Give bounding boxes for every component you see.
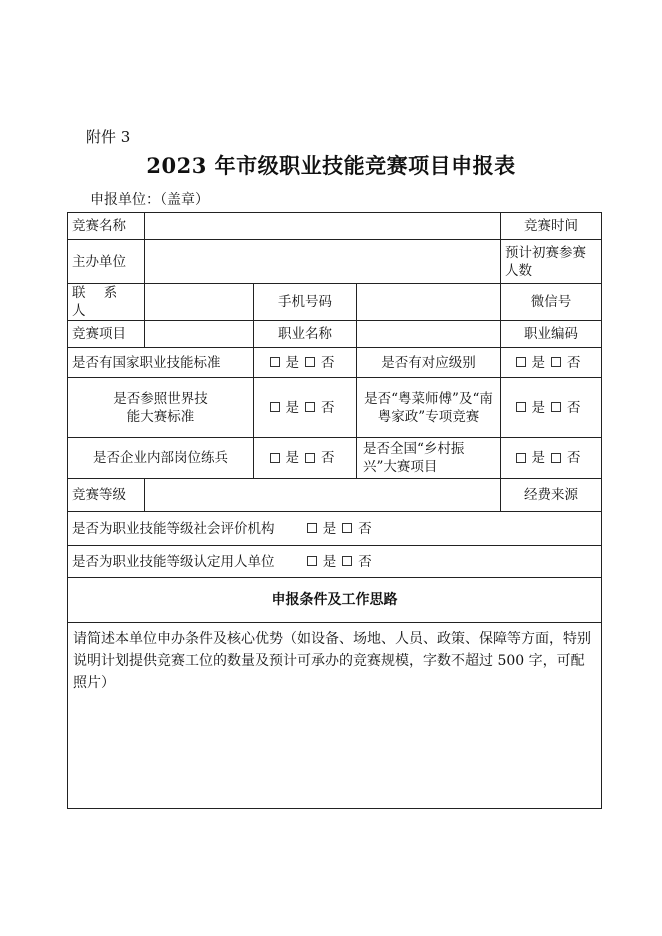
social-evaluation-row <box>68 512 602 546</box>
form-title: 2023 年市级职业技能竞赛项目申报表 <box>146 153 516 178</box>
occupation-name-field[interactable] <box>357 321 501 348</box>
phone-label: 手机号码 <box>254 284 357 321</box>
applicant-unit-label: 申报单位：（盖章） <box>90 192 209 208</box>
world-skills-options[interactable]: 是 否 <box>254 378 357 438</box>
organizer-field[interactable] <box>145 240 501 284</box>
attachment-label: 附件 3 <box>86 128 131 146</box>
occupation-code-label: 职业编码 <box>501 321 602 348</box>
competition-time-label: 竞赛时间 <box>501 213 602 240</box>
checkbox-icon[interactable] <box>516 453 526 463</box>
national-standard-options[interactable]: 是 否 <box>254 348 357 378</box>
checkbox-icon[interactable] <box>551 453 561 463</box>
rural-revival-options[interactable]: 是 否 <box>501 438 602 479</box>
checkbox-icon[interactable] <box>305 402 315 412</box>
checkbox-icon[interactable] <box>270 357 280 367</box>
enterprise-training-options[interactable]: 是 否 <box>254 438 357 479</box>
checkbox-icon[interactable] <box>516 402 526 412</box>
competition-name-label: 竞赛名称 <box>68 213 145 240</box>
checkbox-icon[interactable] <box>551 357 561 367</box>
application-form-table <box>67 212 602 809</box>
competition-level-label: 竞赛等级 <box>68 479 145 512</box>
checkbox-icon[interactable] <box>307 523 317 533</box>
contact-field[interactable] <box>145 284 254 321</box>
expected-participants-label: 预计初赛参赛人数 <box>501 240 602 284</box>
checkbox-icon[interactable] <box>342 556 352 566</box>
wechat-label: 微信号 <box>501 284 602 321</box>
social-evaluation-label: 是否为职业技能等级社会评价机构 <box>72 520 275 537</box>
cantonese-project-options[interactable]: 是 否 <box>501 378 602 438</box>
checkbox-icon[interactable] <box>305 357 315 367</box>
checkbox-icon[interactable] <box>551 402 561 412</box>
rural-revival-label: 是否全国“乡村振兴”大赛项目 <box>357 438 501 479</box>
checkbox-icon[interactable] <box>516 357 526 367</box>
certified-employer-options[interactable]: 是 否 <box>307 554 378 570</box>
enterprise-training-label: 是否企业内部岗位练兵 <box>68 438 254 479</box>
world-skills-label: 是否参照世界技能大赛标准 <box>68 378 254 438</box>
organizer-label: 主办单位 <box>68 240 145 284</box>
competition-level-field[interactable] <box>145 479 501 512</box>
certified-employer-label: 是否为职业技能等级认定用人单位 <box>72 553 275 570</box>
contact-label: 联 系 人 <box>68 284 145 321</box>
certified-employer-row <box>68 546 602 578</box>
corresponding-level-label: 是否有对应级别 <box>357 348 501 378</box>
phone-field[interactable] <box>357 284 501 321</box>
checkbox-icon[interactable] <box>270 402 280 412</box>
competition-item-label: 竞赛项目 <box>68 321 145 348</box>
funding-source-label: 经费来源 <box>501 479 602 512</box>
cantonese-project-label: 是否“粤菜师傅”及“南粤家政”专项竞赛 <box>357 378 501 438</box>
competition-name-field[interactable] <box>145 213 501 240</box>
section-title: 申报条件及工作思路 <box>68 578 602 623</box>
occupation-name-label: 职业名称 <box>254 321 357 348</box>
checkbox-icon[interactable] <box>307 556 317 566</box>
competition-item-field[interactable] <box>145 321 254 348</box>
checkbox-icon[interactable] <box>305 453 315 463</box>
checkbox-icon[interactable] <box>270 453 280 463</box>
corresponding-level-options[interactable]: 是 否 <box>501 348 602 378</box>
national-standard-label: 是否有国家职业技能标准 <box>68 348 254 378</box>
description-field[interactable]: 请简述本单位申办条件及核心优势（如设备、场地、人员、政策、保障等方面，特别说明计划提供竞赛工位的数量及预计可承办的竞赛规模，字数不超过 500 字，可配照片） <box>68 623 602 809</box>
checkbox-icon[interactable] <box>342 523 352 533</box>
social-evaluation-options[interactable]: 是 否 <box>307 521 378 537</box>
